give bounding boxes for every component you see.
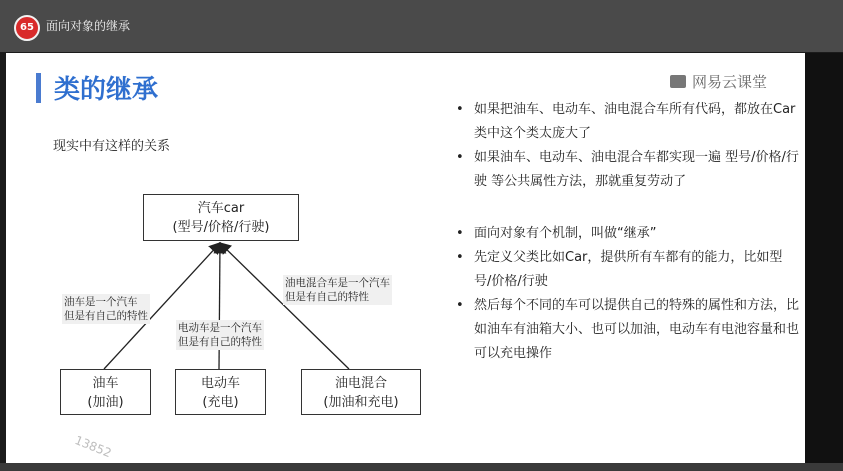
bullet-item: • 先定义父类比如Car，提供所有车都有的能力，比如型号/价格/行驶 [454,246,799,294]
child-class-name: 油电混合 [334,376,387,391]
child-class-attrs: (充电) [202,395,239,410]
child-class-box-hybrid [301,369,421,415]
watermark-text: 13852 [72,433,114,461]
lesson-title: 面向对象的继承 [46,19,131,33]
edge-label-electric [176,320,264,350]
right-edge-strip [805,53,843,463]
parent-class-name: 汽车car [197,201,245,216]
edge-label-hybrid [283,275,392,305]
lesson-header-bar [0,0,843,52]
player-bottom-bar [0,463,843,471]
slide-canvas [6,53,805,463]
parent-class-attrs: (型号/价格/行驶) [172,220,270,235]
arrow-hybrid-to-car [220,243,349,369]
edge-label-line: 但是有自己的特性 [285,291,369,303]
child-class-box-electric [175,369,266,415]
brand-name: 网易云课堂 [692,73,768,91]
parent-class-box [143,194,299,241]
slide-title: 类的继承 [54,75,159,105]
bullet-item: • 然后每个不同的车可以提供自己的特殊的属性和方法，比如油车有油箱大小、也可以加油，电动车有电池容量和也可以充电操作 [454,294,799,366]
child-class-box-oil [60,369,151,415]
edge-label-line: 电动车是一个汽车 [178,322,262,334]
child-class-name: 电动车 [200,376,240,391]
bullet-item: • 如果把油车、电动车、油电混合车所有代码，都放在Car类中这个类太庞大了 [454,98,799,146]
child-class-attrs: (加油和充电) [323,395,399,410]
intro-text: 现实中有这样的关系 [53,139,171,154]
bullet-list [454,98,799,366]
child-class-name: 油车 [92,376,119,391]
arrow-electric-to-car [219,243,220,369]
edge-label-line: 油车是一个汽车 [64,296,138,308]
child-class-attrs: (加油) [87,395,124,410]
edge-label-line: 但是有自己的特性 [64,310,148,322]
bullet-item: • 如果油车、电动车、油电混合车都实现一遍 型号/价格/行驶 等公共属性方法，那就重复劳动了 [454,146,799,194]
bullet-item: • 面向对象有个机制，叫做“继承” [454,222,799,246]
edge-label-line: 油电混合车是一个汽车 [285,277,390,289]
edge-label-oil [62,294,150,324]
edge-label-line: 但是有自己的特性 [178,336,262,348]
lesson-number-badge: 65 [14,15,40,41]
